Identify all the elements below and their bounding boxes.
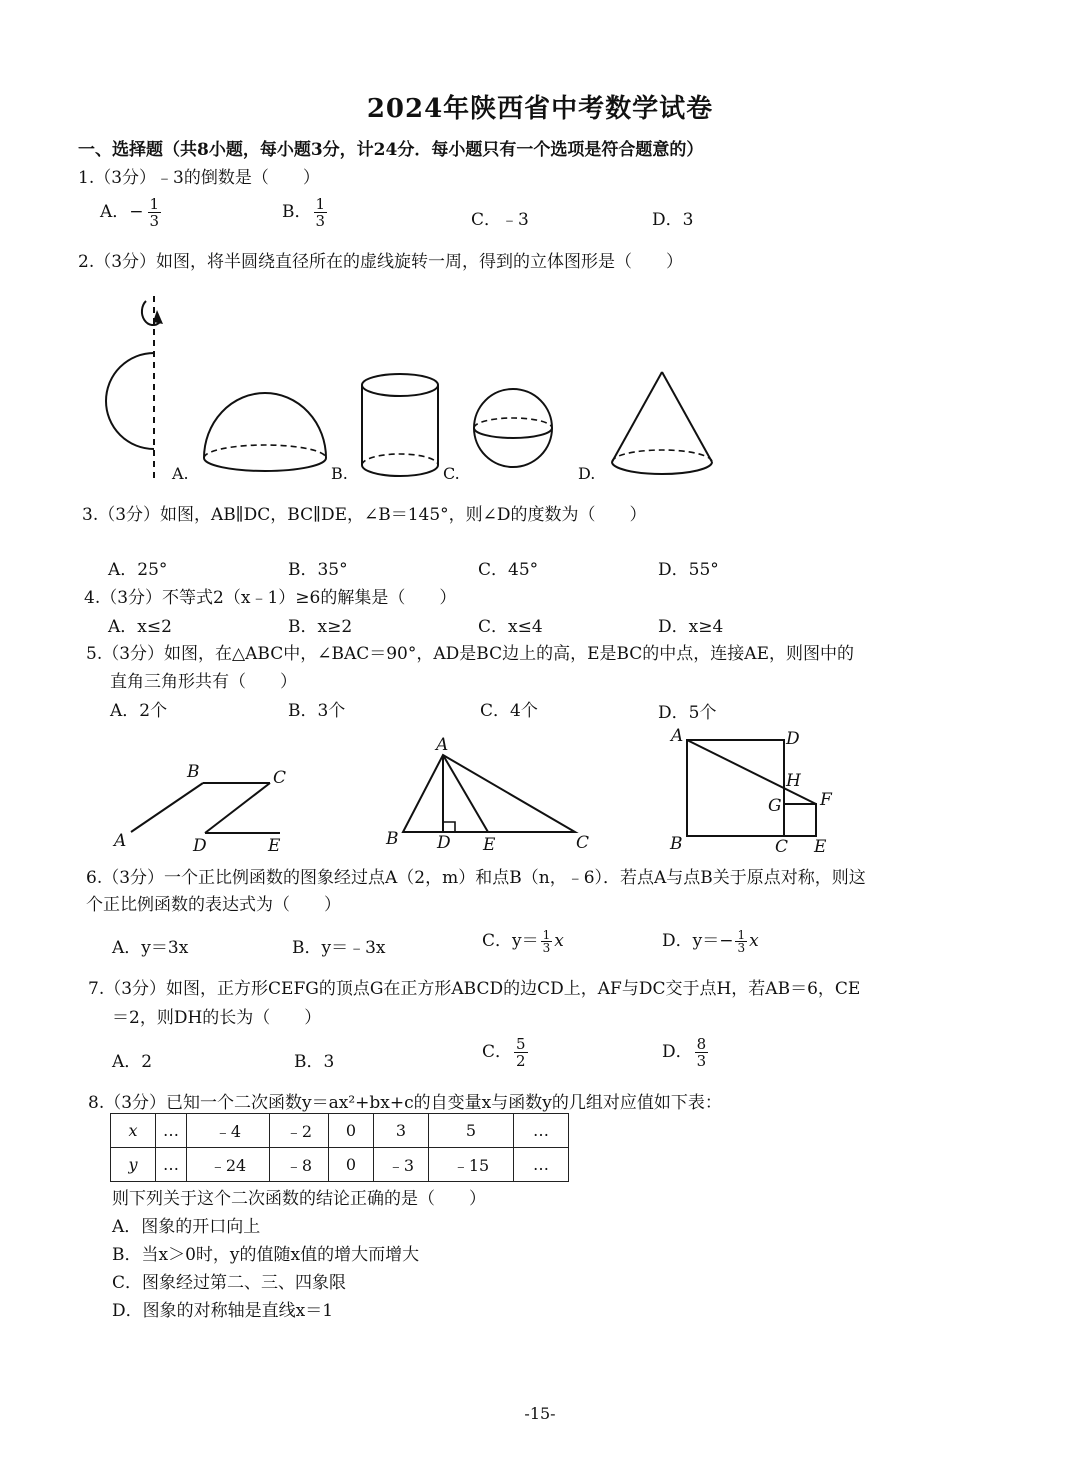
q7-point-a: A [671, 726, 684, 746]
q3-point-d: D [193, 836, 207, 856]
q6-d-fraction [735, 929, 747, 954]
question-7-stem-line2: ＝2，则DH的长为（ ） [112, 1008, 322, 1028]
question-3-stem: 3.（3分）如图，AB∥DC，BC∥DE，∠B＝145°，则∠D的度数为（ ） [82, 505, 647, 525]
q5-option-c[interactable]: C．4个 [480, 701, 538, 721]
q7-option-b[interactable]: B．3 [294, 1052, 335, 1072]
q7-option-d[interactable] [662, 1036, 710, 1069]
table-cell: ﹣3 [374, 1148, 429, 1182]
q3-option-a[interactable]: A．25° [108, 560, 168, 580]
q7-point-e: E [814, 837, 827, 857]
table-cell: 0 [329, 1148, 374, 1182]
q5-option-d[interactable]: D．5个 [658, 703, 717, 723]
q1-a-sign: − [129, 202, 144, 222]
q6-option-a[interactable]: A．y＝3x [112, 938, 189, 958]
q7-c-fraction [514, 1036, 528, 1069]
q7-d-den: 3 [696, 1052, 707, 1070]
question-5-stem-line1: 5.（3分）如图，在△ABC中，∠BAC＝90°，AD是BC边上的高，E是BC的中点，连接AE，则图中的 [86, 644, 854, 664]
table-cell: y [111, 1148, 156, 1182]
q5-point-b: B [386, 829, 399, 849]
q7-c-label: C． [482, 1042, 513, 1062]
q5-point-e: E [483, 835, 496, 855]
q7-c-den: 2 [516, 1052, 526, 1070]
q3-figure [112, 762, 286, 856]
q6-option-b[interactable]: B．y＝﹣3x [292, 938, 386, 958]
q4-option-b[interactable]: B．x≥2 [288, 617, 353, 637]
q7-point-g: G [768, 796, 782, 816]
q5-point-a: A [436, 735, 449, 755]
q1-b-num: 1 [315, 195, 326, 213]
q8-option-c[interactable]: C．图象经过第二、三、四象限 [112, 1273, 347, 1293]
q8-option-a[interactable]: A．图象的开口向上 [112, 1217, 261, 1237]
question-1-stem: 1.（3分）﹣3的倒数是（ ） [78, 168, 320, 188]
question-6-stem-line1: 6.（3分）一个正比例函数的图象经过点A（2，m）和点B（n，﹣6）．若点A与点B关于原点对称，则这 [86, 868, 866, 888]
q6-option-d[interactable] [662, 926, 759, 954]
q7-point-d: D [786, 729, 800, 749]
question-6-stem-line2: 个正比例函数的表达式为（ ） [86, 895, 341, 915]
q5-point-d: D [437, 833, 451, 853]
q7-c-num: 5 [516, 1035, 526, 1053]
q8-option-d[interactable]: D．图象的对称轴是直线x＝1 [112, 1301, 334, 1321]
q4-option-a[interactable]: A．x≤2 [108, 617, 172, 637]
q6-c-suffix: x [554, 931, 564, 951]
q1-option-c[interactable]: C．﹣3 [471, 210, 529, 230]
q8-option-b[interactable]: B．当x＞0时，y的值随x值的增大而增大 [112, 1245, 420, 1265]
table-cell: 0 [329, 1114, 374, 1148]
q2-label-b: B. [331, 464, 348, 483]
q3-point-e: E [268, 836, 281, 856]
table-cell: ﹣2 [270, 1114, 329, 1148]
q7-point-f: F [820, 790, 832, 810]
q6-c-den: 3 [542, 941, 551, 955]
q1-a-label: A． [100, 202, 130, 222]
q2-label-d: D. [578, 464, 596, 483]
table-cell: … [514, 1148, 569, 1182]
q8-question: 则下列关于这个二次函数的结论正确的是（ ） [112, 1189, 486, 1209]
table-cell: x [111, 1114, 156, 1148]
q5-point-c: C [576, 833, 590, 853]
q7-d-num: 8 [696, 1035, 707, 1053]
q6-c-fraction [541, 929, 553, 954]
q5-figure [385, 735, 589, 855]
q3-option-c[interactable]: C．45° [478, 560, 539, 580]
q3-point-b: B [187, 762, 200, 782]
table-cell: ﹣4 [187, 1114, 270, 1148]
q6-d-den: 3 [737, 941, 746, 955]
q7-point-b: B [670, 834, 683, 854]
q4-option-c[interactable]: C．x≤4 [478, 617, 543, 637]
q6-d-num: 1 [737, 928, 746, 942]
q7-point-c: C [775, 837, 789, 857]
q6-d-prefix: D．y＝− [662, 931, 734, 951]
q3-point-a: A [114, 831, 127, 851]
question-4-stem: 4.（3分）不等式2（x﹣1）≥6的解集是（ ） [84, 588, 457, 608]
q3-point-c: C [273, 768, 287, 788]
table-row-x [111, 1114, 569, 1148]
q4-option-d[interactable]: D．x≥4 [658, 617, 724, 637]
q2-label-c: C. [443, 464, 460, 483]
q5-option-b[interactable]: B．3个 [288, 701, 346, 721]
q7-option-a[interactable]: A．2 [112, 1052, 153, 1072]
q8-value-table [110, 1113, 569, 1182]
table-cell: … [514, 1114, 569, 1148]
table-row-y [111, 1148, 569, 1182]
table-cell: ﹣8 [270, 1148, 329, 1182]
q6-c-num: 1 [542, 928, 551, 942]
section-heading: 一、选择题（共8小题，每小题3分，计24分．每小题只有一个选项是符合题意的） [78, 140, 704, 160]
table-cell: ﹣24 [187, 1148, 270, 1182]
q2-label-a: A. [172, 464, 189, 483]
table-cell: 5 [429, 1114, 514, 1148]
question-7-stem-line1: 7.（3分）如图，正方形CEFG的顶点G在正方形ABCD的边CD上，AF与DC交于点H，若AB＝6，CE [88, 979, 861, 999]
q7-option-c[interactable] [482, 1036, 530, 1069]
q6-d-suffix: x [749, 931, 759, 951]
page-title: 2024年陕西省中考数学试卷 [366, 94, 714, 124]
question-5-stem-line2: 直角三角形共有（ ） [110, 672, 297, 692]
q7-d-fraction [695, 1036, 709, 1069]
table-cell: … [156, 1148, 187, 1182]
question-2-stem: 2.（3分）如图，将半圆绕直径所在的虚线旋转一周，得到的立体图形是（ ） [78, 252, 684, 272]
q7-figure [669, 726, 833, 857]
q1-a-num: 1 [149, 195, 160, 213]
table-cell: ﹣15 [429, 1148, 514, 1182]
question-8-stem: 8.（3分）已知一个二次函数y＝ax²+bx+c的自变量x与函数y的几组对应值如下表： [88, 1093, 722, 1113]
q7-d-label: D． [662, 1042, 693, 1062]
q1-b-label: B． [282, 202, 312, 222]
q3-option-d[interactable]: D．55° [658, 560, 719, 580]
q1-a-den: 3 [149, 212, 160, 230]
page-number: -15- [524, 1404, 556, 1423]
q6-c-prefix: C．y＝ [482, 931, 539, 951]
q6-option-c[interactable] [482, 926, 564, 954]
table-cell: 3 [374, 1114, 429, 1148]
q1-option-d[interactable]: D．3 [652, 210, 694, 230]
q7-point-h: H [786, 771, 801, 791]
q5-option-a[interactable]: A．2个 [110, 701, 168, 721]
q1-b-den: 3 [315, 212, 326, 230]
q3-option-b[interactable]: B．35° [288, 560, 348, 580]
table-cell: … [156, 1114, 187, 1148]
